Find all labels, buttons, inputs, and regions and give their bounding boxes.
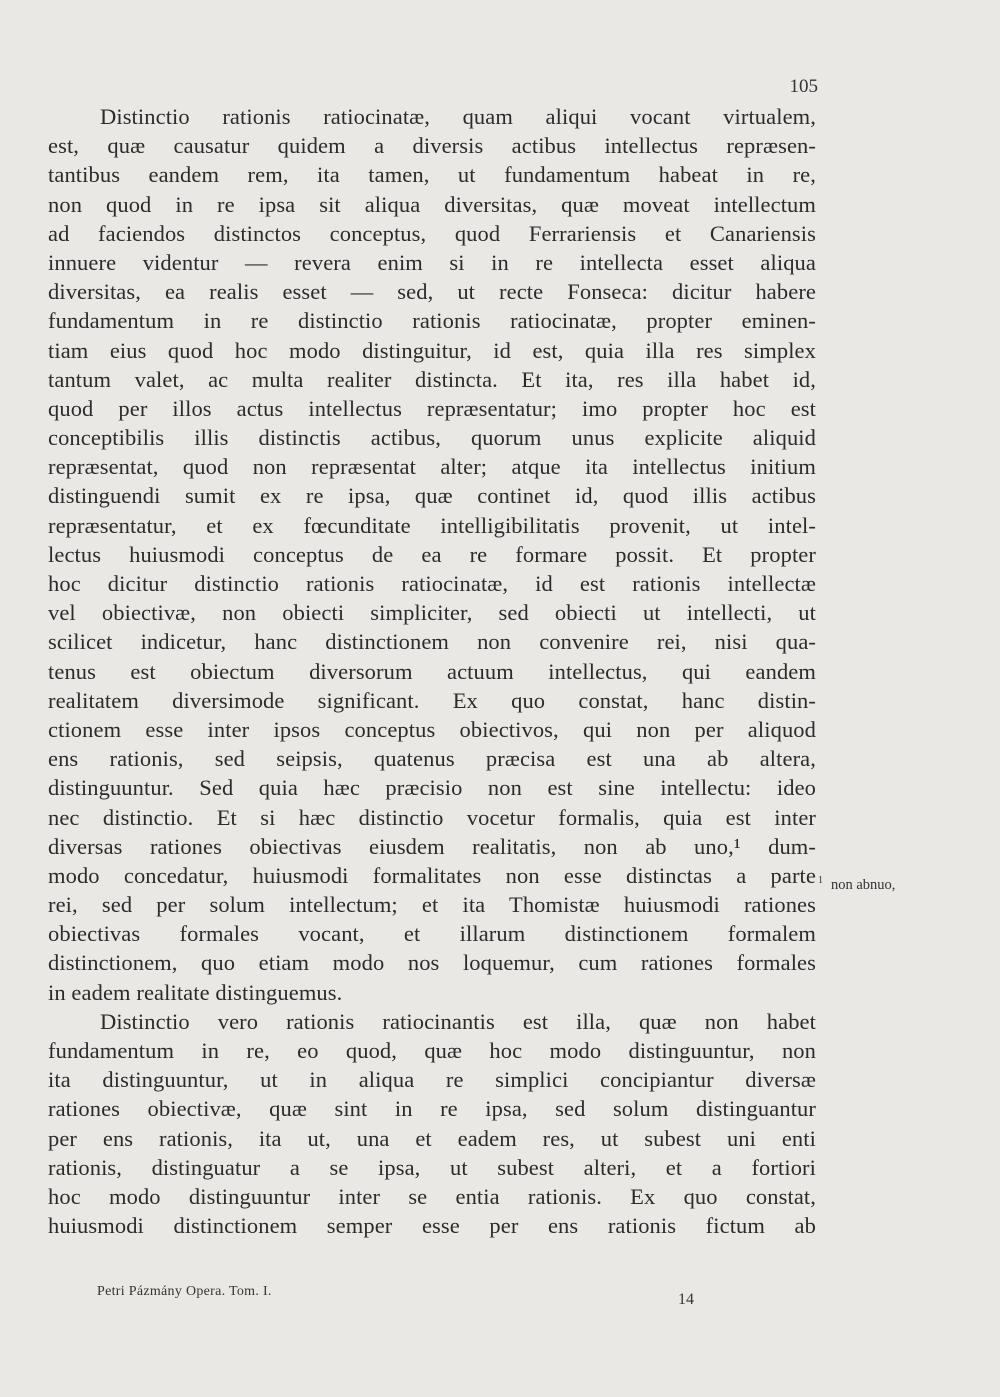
text-line: non quod in re ipsa sit aliqua diversitas, quæ moveat intellectum <box>48 191 816 217</box>
text-line: hoc dicitur distinctio rationis ratiocinatæ, id est rationis intellectæ <box>48 571 816 596</box>
text-line: modo concedatur, huiusmodi formalitates non esse distinctas a parte <box>48 862 816 888</box>
text-line: tenus est obiectum diversorum actuum intellectus, qui eandem <box>48 658 816 684</box>
text-line: obiectivas formales vocant, et illarum distinctionem formalem <box>48 921 816 947</box>
text-line: huiusmodi distinctionem semper esse per ens rationis fictum ab <box>48 1213 816 1239</box>
text-line: scilicet indicetur, hanc distinctionem non convenire rei, nisi qua- <box>48 629 816 655</box>
text-line: ita distinguuntur, ut in aliqua re simplici concipiantur diversæ <box>48 1067 816 1093</box>
margin-note-text: non abnuo, <box>831 876 896 893</box>
footer-signature: 14 <box>678 1291 694 1308</box>
page-number: 105 <box>789 76 818 97</box>
text-line: lectus huiusmodi conceptus de ea re formare possit. Et propter <box>48 541 816 567</box>
text-line: distinctionem, quo etiam modo nos loquemur, cum rationes formales <box>48 950 816 976</box>
text-line: rationes obiectivæ, quæ sint in re ipsa, sed solum distinguantur <box>48 1096 816 1122</box>
text-line: rei, sed per solum intellectum; et ita Thomistæ huiusmodi rationes <box>48 892 816 918</box>
text-line: vel obiectivæ, non obiecti simpliciter, sed obiecti ut intellecti, ut <box>48 600 816 626</box>
margin-note <box>818 875 895 894</box>
text-line: Distinctio vero rationis ratiocinantis est illa, quæ non habet <box>100 1008 816 1034</box>
text-line: fundamentum in re distinctio rationis ratiocinatæ, propter eminen- <box>48 308 816 334</box>
margin-note-marker: 1 <box>818 875 823 886</box>
text-line: est, quæ causatur quidem a diversis actibus intellectus repræsen- <box>48 133 816 159</box>
text-line: hoc modo distinguuntur inter se entia rationis. Ex quo constat, <box>48 1183 816 1209</box>
text-line: ad faciendos distinctos conceptus, quod Ferrariensis et Canariensis <box>48 220 816 246</box>
text-line: rationis, distinguatur a se ipsa, ut subest alteri, et a fortiori <box>48 1154 816 1180</box>
text-line: innuere videntur — revera enim si in re intellecta esset aliqua <box>48 249 816 275</box>
text-line: diversitas, ea realis esset — sed, ut recte Fonseca: dicitur habere <box>48 279 816 305</box>
body-text <box>48 102 816 1240</box>
text-line: tantum valet, ac multa realiter distincta. Et ita, res illa habet id, <box>48 366 816 392</box>
text-line: distinguendi sumit ex re ipsa, quæ continet id, quod illis actibus <box>48 483 816 509</box>
text-line: distinguuntur. Sed quia hæc præcisio non est sine intellectu: ideo <box>48 775 816 801</box>
text-line: Distinctio rationis ratiocinatæ, quam aliqui vocant virtualem, <box>100 104 816 129</box>
text-line: repræsentat, quod non repræsentat alter; atque ita intellectus initium <box>48 454 816 480</box>
text-line: in eadem realitate distinguemus. <box>48 979 343 1005</box>
text-line: quod per illos actus intellectus repræsentatur; imo propter hoc est <box>48 395 816 421</box>
text-line: ctionem esse inter ipsos conceptus obiectivos, qui non per aliquod <box>48 716 816 742</box>
text-line: diversas rationes obiectivas eiusdem realitatis, non ab uno,¹ dum- <box>48 833 816 859</box>
text-line: tiam eius quod hoc modo distinguitur, id est, quia illa res simplex <box>48 337 816 363</box>
text-line: realitatem diversimode significant. Ex quo constat, hanc distin- <box>48 687 816 713</box>
text-line: ens rationis, sed seipsis, quatenus præcisa est una ab altera, <box>48 746 816 772</box>
text-line: repræsentatur, et ex fœcunditate intelligibilitatis provenit, ut intel- <box>48 512 816 538</box>
text-line: conceptibilis illis distinctis actibus, quorum unus explicite aliquid <box>48 425 816 451</box>
text-line: tantibus eandem rem, ita tamen, ut fundamentum habeat in re, <box>48 162 816 188</box>
footer-title: Petri Pázmány Opera. Tom. I. <box>97 1284 272 1299</box>
text-line: per ens rationis, ita ut, una et eadem res, ut subest uni enti <box>48 1125 816 1151</box>
text-line: nec distinctio. Et si hæc distinctio vocetur formalis, quia est inter <box>48 804 816 830</box>
text-line: fundamentum in re, eo quod, quæ hoc modo distinguuntur, non <box>48 1038 816 1063</box>
